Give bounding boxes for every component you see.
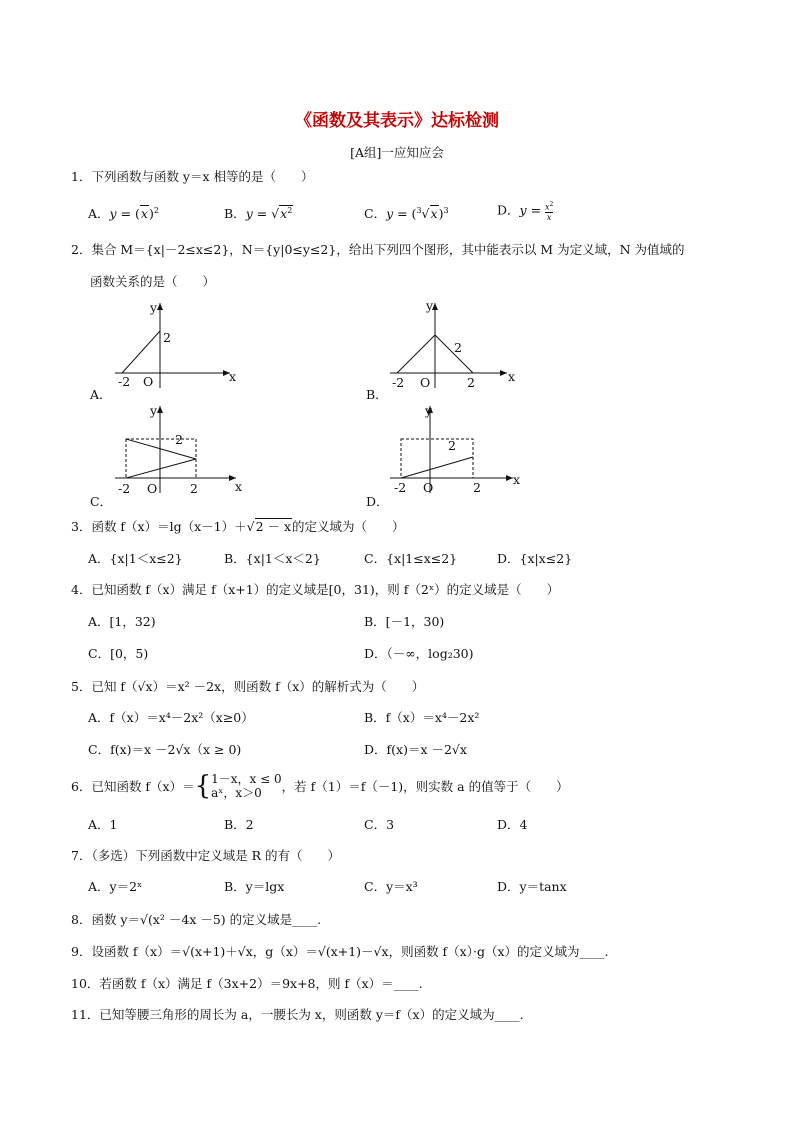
graph-a-2-label: 2 [163, 330, 171, 345]
graph-c [110, 403, 250, 498]
q7-option-c: C．y＝x³ [364, 879, 418, 894]
graph-d-origin-label: O [423, 480, 434, 495]
graph-d-neg2-label: -2 [394, 480, 407, 495]
question-5-stem: 5．已知 f（√x）＝x² －2x，则函数 f（x）的解析式为（ ） [71, 679, 425, 694]
question-2-stem-line2: 函数关系的是（ ） [90, 274, 216, 289]
graph-c-y-label: y [150, 403, 158, 418]
q5-option-a: A．f（x）＝x⁴－2x²（x≥0） [88, 710, 254, 725]
q6-option-d: D．4 [497, 817, 528, 832]
q1-option-d: D．y = $\frac{x^2}{x}$ [497, 201, 554, 222]
graph-b-neg2-label: -2 [392, 375, 405, 390]
q7-option-a: A．y＝2ˣ [88, 879, 143, 894]
q6-option-a: A．1 [88, 817, 118, 832]
section-subtitle: [A组]一应知应会 [350, 145, 444, 160]
graph-b-y-label: y [426, 298, 434, 313]
q3-option-a: A．{x|1＜x≤2} [88, 551, 183, 566]
graph-a-neg2-label: -2 [118, 374, 131, 389]
graph-a-x-label: x [229, 369, 237, 384]
q1-option-a: A．$y = (x)^2$ [88, 206, 159, 221]
q2-option-c: C． [90, 494, 113, 509]
q1-option-b: B．$y = √x^2$ [224, 206, 293, 221]
q6-option-c: C．3 [364, 817, 395, 832]
question-10-stem: 10．若函数 f（x）满足 f（3x+2）＝9x+8，则 f（x）＝____. [71, 976, 423, 991]
graph-c-2-label: 2 [175, 432, 183, 447]
question-7-stem: 7．（多选）下列函数中定义域是 R 的有（ ） [71, 848, 341, 863]
question-8-stem: 8．函数 y＝√(x² －4x －5) 的定义域是____. [71, 912, 322, 927]
q3-option-b: B．{x|1＜x＜2} [224, 551, 321, 566]
q3-option-c: C．{x|1≤x≤2} [364, 551, 458, 566]
graph-a-y-label: y [150, 300, 158, 315]
graph-c-origin-label: O [147, 481, 158, 496]
graph-b-origin-label: O [420, 375, 431, 390]
graph-b-x-label: x [508, 369, 516, 384]
graph-d-pos2-label: 2 [473, 480, 481, 495]
q5-option-d: D．f(x)＝x －2√x [364, 742, 467, 757]
question-1-stem: 1．下列函数与函数 y＝x 相等的是（ ） [71, 169, 314, 184]
question-3-stem: 3．函数 f（x）＝lg（x－1）＋√2 － x的定义域为（ ） [71, 519, 405, 534]
graph-c-neg2-label: -2 [118, 481, 131, 496]
q4-option-c: C．[0，5) [88, 646, 149, 661]
q5-option-c: C．f(x)＝x －2√x（x ≥ 0) [88, 742, 242, 757]
graph-c-x-label: x [235, 479, 243, 494]
q1-option-c: C．$y = (^3√x)^3$ [364, 206, 449, 221]
page-title: 《函数及其表示》达标检测 [295, 111, 499, 131]
q7-option-b: B．y＝lgx [224, 879, 285, 894]
question-11-stem: 11．已知等腰三角形的周长为 a，一腰长为 x，则函数 y＝f（x）的定义域为____. [71, 1007, 524, 1022]
q3-option-d: D．{x|x≤2} [497, 551, 573, 566]
graph-a-origin-label: O [143, 374, 154, 389]
q6-option-b: B．2 [224, 817, 254, 832]
question-9-stem: 9．设函数 f（x）＝√(x+1)＋√x，g（x）＝√(x+1)－√x，则函数 f（x）·g（x）的定义域为____. [71, 944, 609, 959]
q2-option-d: D． [366, 494, 389, 509]
q7-option-d: D．y＝tanx [497, 879, 567, 894]
q4-option-d: D．（－∞，log₂30) [364, 646, 474, 661]
question-2-stem-line1: 2．集合 M＝{x|－2≤x≤2}，N＝{y|0≤y≤2}，给出下列四个图形，其中能表示以 M 为定义域，N 为值域的 [71, 242, 685, 257]
graph-d-x-label: x [513, 472, 521, 487]
graph-d-2-label: 2 [448, 438, 456, 453]
q2-option-a: A． [90, 387, 112, 402]
q5-option-b: B．f（x）＝x⁴－2x² [364, 710, 480, 725]
q4-option-b: B．[－1，30) [364, 614, 445, 629]
question-6-stem: 6．已知函数 f（x）＝{ 1－x，x ≤ 0 aˣ，x＞0 ，若 f（1）＝f（－1)，则实数 a 的值等于（ ） [71, 771, 569, 801]
graph-d-y-label: y [425, 403, 433, 418]
graph-b-pos2-label: 2 [467, 375, 475, 390]
question-4-stem: 4．已知函数 f（x）满足 f（x+1）的定义域是[0，31)，则 f（2ˣ）的定义域是（ ） [71, 582, 560, 597]
q4-option-a: A．[1，32) [88, 614, 156, 629]
graph-c-pos2-label: 2 [190, 481, 198, 496]
graph-b-2-label: 2 [454, 340, 462, 355]
q2-option-b: B． [366, 387, 388, 402]
